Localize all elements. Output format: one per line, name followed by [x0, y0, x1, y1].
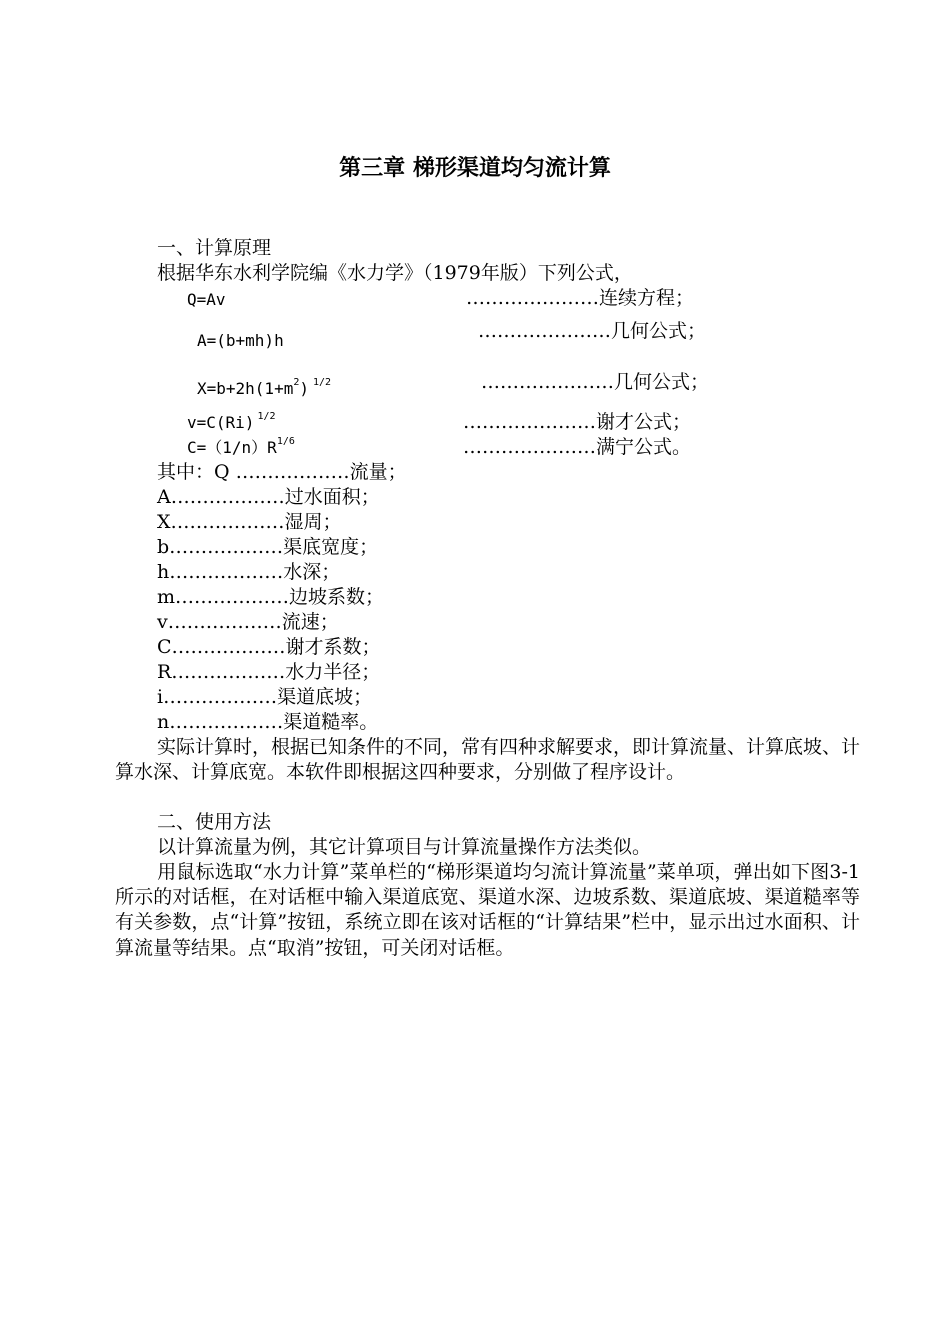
formula-wetted-perimeter-expr: X=b+2h(1+m	[197, 379, 294, 398]
definition-item: R………………水力半径；	[157, 661, 381, 683]
formula-continuity: Q=Av	[187, 290, 226, 309]
exponent-half: 1/2	[257, 411, 276, 422]
formula-wetted-perimeter-desc: …………………几何公式；	[481, 371, 710, 393]
page-title: 第三章 梯形渠道均匀流计算	[339, 156, 611, 181]
exponent-sixth: 1/6	[276, 436, 295, 447]
definition-item: X………………湿周；	[157, 511, 342, 533]
formula-manning-expr: C=（1/n）R	[187, 438, 277, 457]
exponent-half: 1/2	[313, 377, 332, 388]
paragraph-calculation-modes-text: 实际计算时，根据已知条件的不同，常有四种求解要求，即计算流量、计算底坡、计算水深、计算底宽。本软件即根据这四种要求，分别做了程序设计。	[115, 736, 861, 784]
where-label: 其中：Q ………………流量；	[157, 461, 407, 483]
formula-area-desc: …………………几何公式；	[478, 320, 707, 342]
exponent-2: 2	[293, 377, 300, 388]
formula-chezy-desc: …………………谢才公式；	[463, 411, 692, 433]
formula-chezy	[187, 410, 276, 438]
paragraph-usage-steps	[115, 860, 860, 961]
definition-item: v………………流速；	[157, 611, 339, 633]
paragraph-usage-steps-text: 用鼠标选取“水力计算”菜单栏的“梯形渠道均匀流计算流量”菜单项，弹出如下图3-1所示的对话框，在对话框中输入渠道底宽、渠道水深、边坡系数、渠道底坡、渠道糙率等有关参数，点“计算”按钮，系统立即在该对话框的“计算结果”栏中，显示出过水面积、计算流量等结果。点“取消”按钮，可关闭对话框。	[115, 861, 860, 959]
formula-chezy-expr: v=C(Ri)	[187, 413, 255, 432]
paragraph-usage-intro	[115, 835, 860, 860]
formula-continuity-desc: …………………连续方程；	[466, 287, 695, 309]
formula-close-paren: )	[299, 379, 309, 398]
definition-item: i………………渠道底坡；	[157, 686, 373, 708]
intro-text: 根据华东水利学院编《水力学》（1979年版）下列公式，	[157, 262, 633, 284]
section-heading-principle: 一、计算原理	[157, 237, 272, 259]
paragraph-calculation-modes	[115, 735, 860, 785]
definition-item: h………………水深；	[157, 561, 341, 583]
definition-item: b………………渠底宽度；	[157, 536, 379, 558]
definition-item: C………………谢才系数；	[157, 636, 381, 658]
formula-manning-desc: …………………满宁公式。	[463, 436, 692, 458]
section-heading-usage: 二、使用方法	[157, 811, 272, 833]
formula-area: A=(b+mh)h	[197, 331, 284, 350]
definition-item: n………………渠道糙率。	[157, 711, 379, 733]
definition-item: m………………边坡系数；	[157, 586, 385, 608]
formula-wetted-perimeter	[197, 376, 331, 404]
paragraph-usage-intro-text: 以计算流量为例，其它计算项目与计算流量操作方法类似。	[157, 836, 652, 858]
formula-manning	[187, 435, 295, 463]
definition-item: A………………过水面积；	[157, 486, 380, 508]
